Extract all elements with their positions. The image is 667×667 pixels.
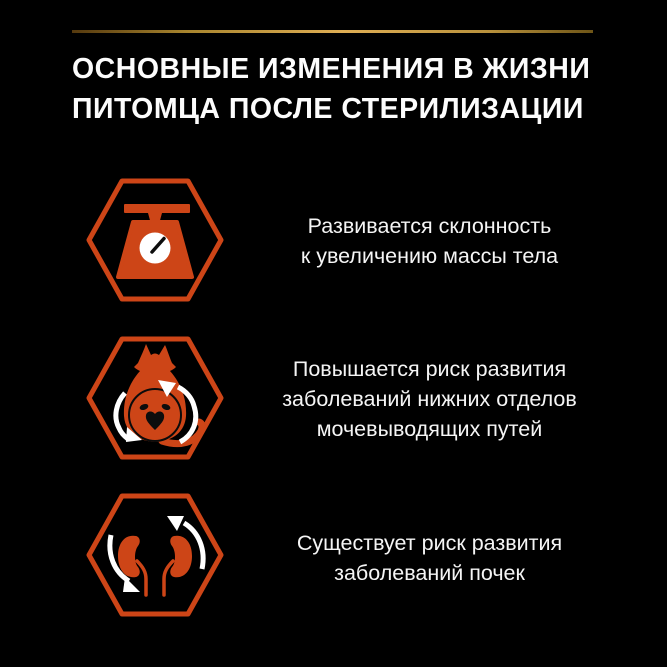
kidney-left [118,536,140,578]
title-line-2: ПИТОМЦА ПОСЛЕ СТЕРИЛИЗАЦИИ [72,93,584,125]
gold-divider-line [72,30,593,33]
cat-urinary-tract-icon [116,344,202,444]
item-text-weight [237,211,622,271]
text-line: Повышается риск развития [292,357,567,381]
hexagon-frame-weight [85,175,225,305]
title-line-1: ОСНОВНЫЕ ИЗМЕНЕНИЯ В ЖИЗНИ [72,53,591,85]
text-line: заболеваний почек [334,561,525,585]
kidneys-cycle-icon [110,516,203,595]
text-line: мочевыводящих путей [316,417,543,441]
arrowhead-up-left [167,516,184,531]
scale-plate [124,204,190,213]
hexagon-frame-urinary [85,333,225,463]
text-line: Развивается склонность [307,214,552,238]
page-title [72,49,612,129]
text-line: к увеличению массы тела [300,244,559,268]
ureter-right [164,561,173,595]
kidney-right [170,536,192,578]
hexagon-frame-kidneys [85,490,225,620]
item-text-kidneys [237,528,622,588]
text-line: Существует риск развития [296,531,563,555]
text-line: заболеваний нижних отделов [282,387,577,411]
item-text-urinary [237,354,622,444]
weight-scale-icon [118,204,192,277]
arrowhead-down-right [123,577,140,592]
ureter-left [137,561,146,595]
